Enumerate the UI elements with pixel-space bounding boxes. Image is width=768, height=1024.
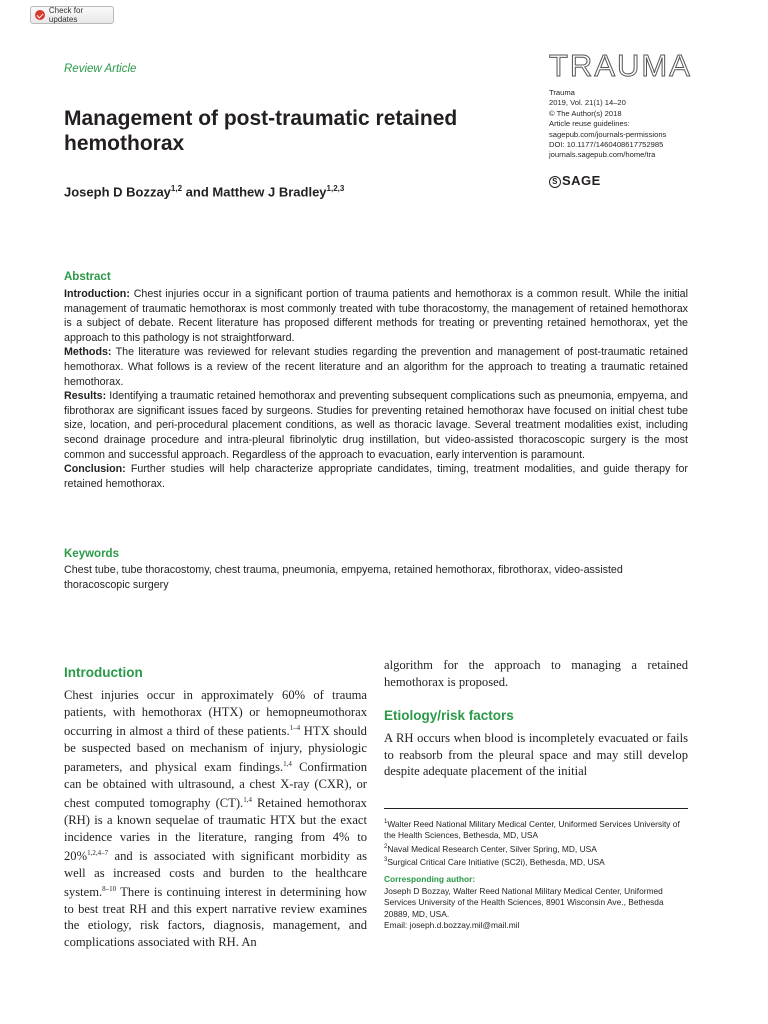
affiliation-1: $^1$Walter Reed National Military Medical Center, Uniformed Services University of the Health Sciences, Bethesda, MD, USA <box>384 818 680 841</box>
check-for-updates-label: Check for updates <box>48 6 84 24</box>
introduction-continued: algorithm for the approach to managing a retained hemothorax is proposed. <box>384 658 688 689</box>
corresponding-author-text: Joseph D Bozzay, Walter Reed National Military Medical Center, Uniformed Services University of the Health Sciences, 8901 Wisconsin Ave., Bethesda 20889, MD, USA. <box>384 885 664 919</box>
corresponding-author-email[interactable]: Email: joseph.d.bozzay.mil@mail.mil <box>384 920 520 931</box>
reference-link[interactable]: 1,4 <box>243 796 252 805</box>
abstract-methods: Methods: The literature was reviewed for relevant studies regarding the prevention and management of post-traumatic retained hemothorax. What follows is a review of the recent literature and an algorithm for the approach to treating a traumatic retained hemothorax. <box>64 346 688 388</box>
affiliation-2: $^2$Naval Medical Research Center, Silver Spring, MD, USA <box>384 843 597 854</box>
check-icon <box>35 10 45 20</box>
article-type: Review Article <box>64 63 137 75</box>
permissions-link[interactable]: sagepub.com/journals-permissions <box>549 129 667 139</box>
journal-logo: TRAUMA <box>549 48 692 83</box>
reference-link[interactable]: 1–4 <box>289 724 301 732</box>
authors: Joseph D Bozzay$^{1,2}$ and Matthew J Bradley$^{1,2,3}$ <box>64 184 345 200</box>
author-affiliation: 1,2 <box>170 184 183 193</box>
introduction-section <box>64 665 367 950</box>
introduction-paragraph: Chest injuries occur in approximately 60% of trauma patients, with hemothorax (HTX) or hemopneumothorax occurring in almost a third of these patients.$^{1-4}$ HTX should be suspected based on mechanism of injury, physiologic parameters, and physical exam findings.$^{1,4}$ Confirmation can be obtained with ultrasound, a chest X-ray (CXR), or chest computed tomography (CT).$^{1,4}$ Retained hemothorax (RH) is a known sequelae of traumatic HTX but the exact incidence varies in the literature, ranging from 4% to 20%$^{1,2,4-7}$ and is associated with significant morbidity as well as increased costs and burden to the healthcare system.$^{8-10}$ There is continuing interest in determining how to best treat RH and this expert narrative review examines the etiology, risk factors, diagnosis, management, and complications associated with RH. An <box>64 688 367 949</box>
article-title: Management of post-traumatic retained hemothorax <box>64 107 458 155</box>
meta-line: © The Author(s) 2018 <box>549 108 622 118</box>
keywords-heading: Keywords <box>64 548 119 560</box>
doi-link[interactable]: DOI: 10.1177/1460408617752985 <box>549 140 664 150</box>
meta-line: Trauma <box>549 88 575 97</box>
reference-link[interactable]: 1,4 <box>283 760 292 769</box>
etiology-paragraph: A RH occurs when blood is incompletely evacuated or fails to reabsorb from the pleural space and may still develop despite adequate placement of the initial <box>384 731 688 778</box>
journal-home-link[interactable]: journals.sagepub.com/home/tra <box>549 150 656 160</box>
author-affiliation: 1,2,3 <box>326 184 345 193</box>
meta-line: Article reuse guidelines: <box>549 119 630 129</box>
affiliation-3: $^3$Surgical Critical Care Initiative (SC2i), Bethesda, MD, USA <box>384 856 605 867</box>
abstract-body <box>64 287 688 491</box>
sage-s-icon: S <box>549 176 561 188</box>
reference-link[interactable]: 8–10 <box>102 885 117 894</box>
right-column <box>384 657 688 780</box>
article-meta <box>549 88 709 161</box>
footnotes <box>384 808 688 932</box>
abstract-heading: Abstract <box>64 271 111 283</box>
meta-line: 2019, Vol. 21(1) 14–20 <box>549 98 626 108</box>
abstract-results: Results: Identifying a traumatic retained hemothorax and preventing subsequent complications such as pneumonia, empyema, and fibrothorax are significant issues faced by surgeons. Studies for preventing retained hemothorax have focused on initial chest tube size, location, and peri-procedural placement conditions, as well as thoracic lavage. Several treatment modalities exist, including second drainage procedure and intra-pleural fibrinolytic drug instillation, but video-assisted thoracoscopic surgery is the most common and successful approach. Regardless of the approach to evacuation, early intervention is paramount. <box>64 390 688 461</box>
author-name: Joseph D Bozzay <box>64 184 171 200</box>
abstract-conclusion: Conclusion: Further studies will help characterize appropriate candidates, timing, treatment modalities, and guide therapy for retained hemothorax. <box>64 463 688 490</box>
publisher-logo: S SAGE <box>549 173 601 188</box>
etiology-heading: Etiology/risk factors <box>384 708 514 723</box>
reference-link[interactable]: 1,2,4–7 <box>87 849 109 858</box>
author-name: Matthew J Bradley <box>212 184 327 200</box>
abstract-introduction: Introduction: Chest injuries occur in a significant portion of trauma patients and hemothorax is a common result. While the initial management of traumatic hemothorax is most commonly treated with tube thoracostomy, the management of retained hemothorax is a subject of debate. Recent literature has proposed different methods for treating or preventing retained hemothorax, yet the approach to this pathology is not straightforward. <box>64 288 688 344</box>
check-for-updates-badge[interactable] <box>30 6 114 24</box>
keywords-list: Chest tube, tube thoracostomy, chest trauma, pneumonia, empyema, retained hemothorax, fibrothorax, video-assisted thoracoscopic surgery <box>64 564 623 591</box>
corresponding-author-heading: Corresponding author: <box>384 874 476 885</box>
introduction-heading: Introduction <box>64 665 143 680</box>
